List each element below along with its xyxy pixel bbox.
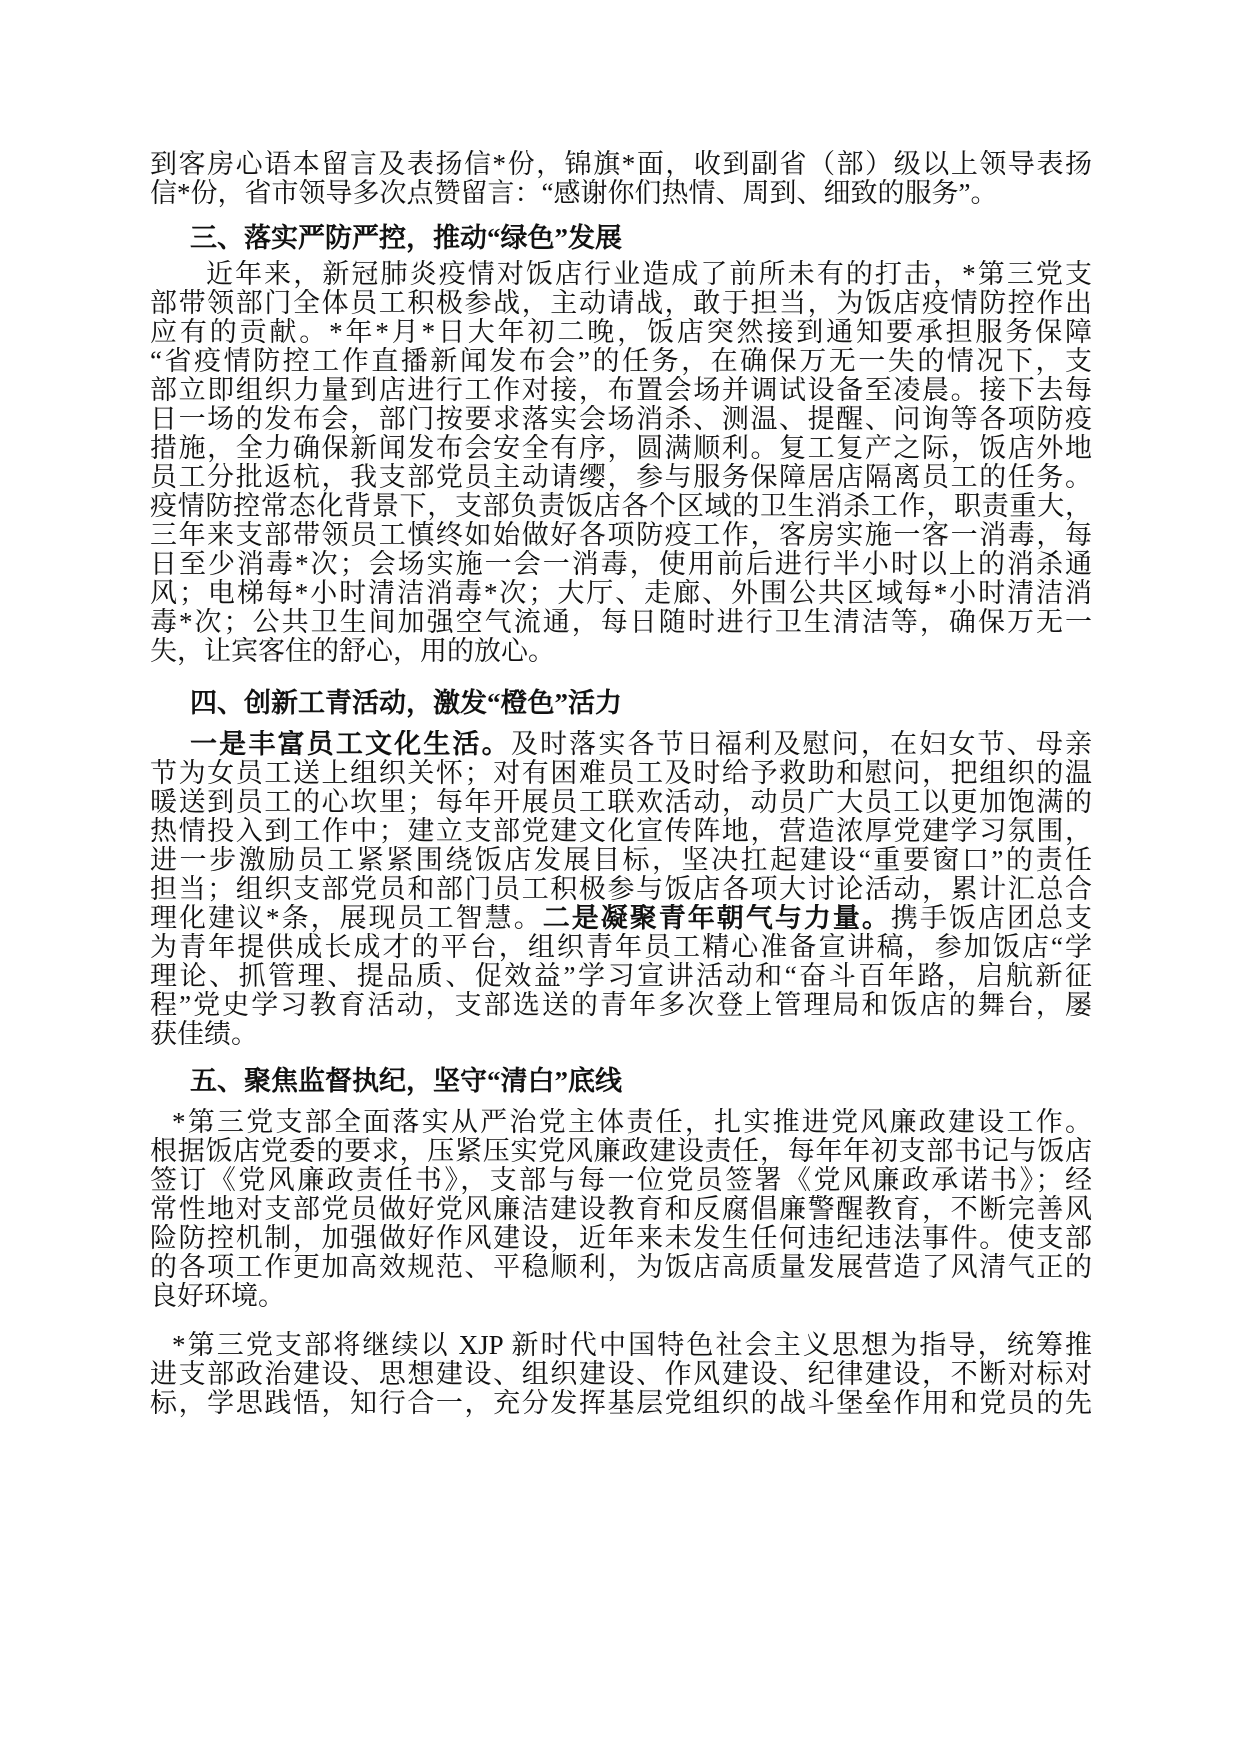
text-line: “省疫情防控工作直播新闻发布会”的任务，在确保万无一失的情况下，支 [150,347,1092,376]
text-line: 程”党史学习教育活动，支部选送的青年多次登上管理局和饭店的舞台，屡 [150,991,1092,1020]
text-line: 到客房心语本留言及表扬信*份，锦旗*面，收到副省（部）级以上领导表扬 [150,150,1092,179]
text-run: 理化建议*条，展现员工智慧。 [150,904,543,933]
text-line: *第三党支部全面落实从严治党主体责任，扎实推进党风廉政建设工作。 [172,1108,1092,1137]
section-5-paragraph [150,1108,1092,1311]
closing-paragraph [150,1331,1092,1418]
section-heading-4: 四、创新工青活动，激发“橙色”活力 [190,688,622,718]
text-line: 签订《党风廉政责任书》，支部与每一位党员签署《党风廉政承诺书》；经 [150,1166,1092,1195]
text-run: 及时落实各节日福利及慰问，在妇女节、母亲 [510,730,1092,759]
text-line: 疫情防控常态化背景下，支部负责饭店各个区域的卫生消杀工作，职责重大， [150,492,1092,521]
section-3-paragraph [150,260,1092,666]
text-line: 近年来，新冠肺炎疫情对饭店行业造成了前所未有的打击，*第三党支 [206,260,1092,289]
text-line: 日一场的发布会，部门按要求落实会场消杀、测温、提醒、问询等各项防疫 [150,405,1092,434]
text-line: 险防控机制，加强做好作风建设，近年来未发生任何违纪违法事件。使支部 [150,1224,1092,1253]
text-line: *第三党支部将继续以 XJP 新时代中国特色社会主义思想为指导，统筹推 [172,1331,1092,1360]
text-line: 失，让宾客住的舒心，用的放心。 [150,637,555,666]
section-heading-3: 三、落实严防严控，推动“绿色”发展 [190,223,622,253]
text-line: 理论、抓管理、提品质、促效益”学习宣讲活动和“奋斗百年路，启航新征 [150,962,1092,991]
text-line: 标，学思践悟，知行合一，充分发挥基层党组织的战斗堡垒作用和党员的先 [150,1389,1092,1418]
text-line: 部立即组织力量到店进行工作对接，布置会场并调试设备至凌晨。接下去每 [150,376,1092,405]
text-line: 获佳绩。 [150,1020,258,1049]
text-line: 常性地对支部党员做好党风廉洁建设教育和反腐倡廉警醒教育，不断完善风 [150,1195,1092,1224]
bold-lead-phrase: 二是凝聚青年朝气与力量。 [542,904,891,933]
bold-lead-phrase: 一是丰富员工文化生活。 [190,730,511,759]
text-line: 信*份，省市领导多次点赞留言：“感谢你们热情、周到、细致的服务”。 [150,179,998,208]
text-line: 的各项工作更加高效规范、平稳顺利，为饭店高质量发展营造了风清气正的 [150,1253,1092,1282]
intro-paragraph [150,150,1092,208]
document-body [150,150,1092,1418]
text-line: 节为女员工送上组织关怀；对有困难员工及时给予救助和慰问，把组织的温 [150,759,1092,788]
text-line: 根据饭店党委的要求，压紧压实党风廉政建设责任，每年年初支部书记与饭店 [150,1137,1092,1166]
text-line: 应有的贡献。*年*月*日大年初二晚，饭店突然接到通知要承担服务保障 [150,318,1092,347]
text-line: 风；电梯每*小时清洁消毒*次；大厅、走廊、外围公共区域每*小时清洁消 [150,579,1092,608]
text-line: 措施，全力确保新闻发布会安全有序，圆满顺利。复工复产之际，饭店外地 [150,434,1092,463]
text-line: 暖送到员工的心坎里；每年开展员工联欢活动，动员广大员工以更加饱满的 [150,788,1092,817]
text-line: 良好环境。 [150,1282,285,1311]
text-line: 为青年提供成长成才的平台，组织青年员工精心准备宣讲稿，参加饭店“学 [150,933,1092,962]
text-line: 三年来支部带领员工慎终如始做好各项防疫工作，客房实施一客一消毒，每 [150,521,1092,550]
text-line: 员工分批返杭，我支部党员主动请缨，参与服务保障居店隔离员工的任务。 [150,463,1092,492]
section-heading-5: 五、聚焦监督执纪，坚守“清白”底线 [190,1066,622,1096]
section-4-paragraph [150,730,1092,1049]
text-line: 进支部政治建设、思想建设、组织建设、作风建设、纪律建设，不断对标对 [150,1360,1092,1389]
text-line: 毒*次；公共卫生间加强空气流通，每日随时进行卫生清洁等，确保万无一 [150,608,1092,637]
text-line: 日至少消毒*次；会场实施一会一消毒，使用前后进行半小时以上的消杀通 [150,550,1092,579]
text-line: 热情投入到工作中；建立支部党建文化宣传阵地，营造浓厚党建学习氛围， [150,817,1092,846]
text-line: 部带领部门全体员工积极参战，主动请战，敢于担当，为饭店疫情防控作出 [150,289,1092,318]
text-line: 担当；组织支部党员和部门员工积极参与饭店各项大讨论活动，累计汇总合 [150,875,1092,904]
text-line: 进一步激励员工紧紧围绕饭店发展目标，坚决扛起建设“重要窗口”的责任 [150,846,1092,875]
text-line [150,730,1092,759]
text-run: 携手饭店团总支 [890,904,1092,933]
text-line [150,904,1092,933]
